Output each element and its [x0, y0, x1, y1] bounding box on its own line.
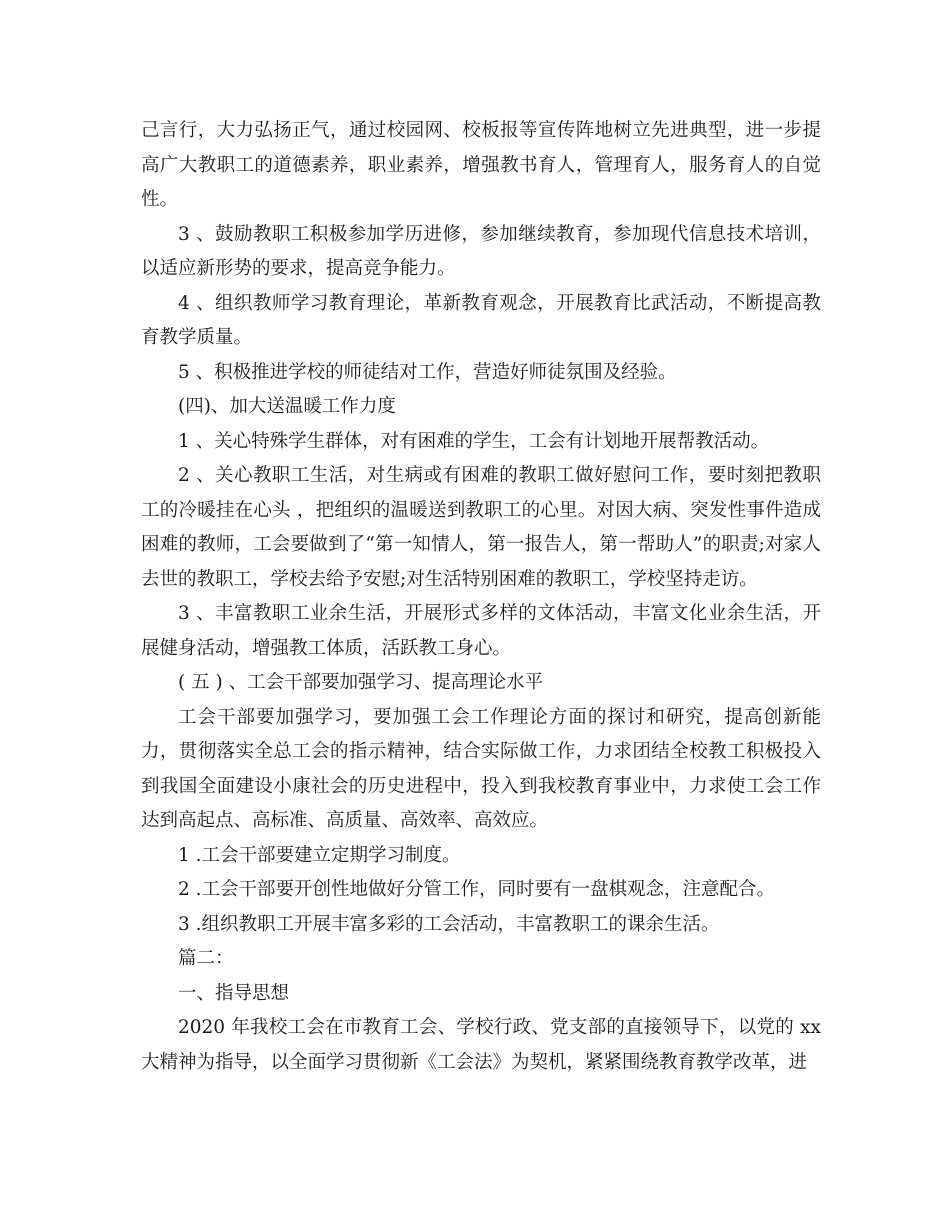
- paragraph-1: 己言行，大力弘扬正气，通过校园网、校板报等宣传阵地树立先进典型，进一步提高广大教职工的道德素养，职业素养，增强教书育人，管理育人，服务育人的自觉性。: [141, 120, 821, 210]
- document-body: [141, 114, 821, 1080]
- paragraph-3: 4 、组织教师学习教育理论，革新教育观念，开展教育比武活动，不断提高教育教学质量。: [141, 292, 821, 348]
- paragraph-2: 3 、鼓励教职工积极参加学历进修，参加继续教育，参加现代信息技术培训，以适应新形势的要求，提高竞争能力。: [141, 223, 821, 279]
- paragraph-12: 2 .工会干部要开创性地做好分管工作，同时要有一盘棋观念，注意配合。: [178, 879, 776, 900]
- paragraph-13: 3 .组织教职工开展丰富多彩的工会活动，丰富教职工的课余生活。: [178, 913, 720, 935]
- paragraph-11: 1 .工会干部要建立定期学习制度。: [178, 844, 461, 866]
- section-heading-5: ( 五 ) 、工会干部要加强学习、提高理论水平: [178, 672, 544, 693]
- paragraph-4: 5 、积极推进学校的师徒结对工作，营造好师徒氛围及经验。: [178, 361, 677, 383]
- paragraph-7: 2 、关心教职工生活，对生病或有困难的教职工做好慰问工作，要时刻把教职工的冷暖挂在心头 ，把组织的温暖送到教职工的心里。对因大病、突发性事件造成困难的教师，工会要做到了“第一知情人，第一报告人，第一帮助人”的职责;对家人去世的教职工，学校去给予安慰;对生活特别困难的教职工，学校坚持走访。: [141, 465, 821, 590]
- paragraph-16: 2020 年我校工会在市教育工会、学校行政、党支部的直接领导下，以党的 xx 大精神为指导，以全面学习贯彻新《工会法》为契机，紧紧围绕教育教学改革，进: [141, 1017, 821, 1073]
- section-heading-4: (四)、加大送温暖工作力度: [178, 396, 396, 417]
- paragraph-10: 工会干部要加强学习，要加强工会工作理论方面的探讨和研究，提高创新能力，贯彻落实全总工会的指示精神，结合实际做工作，力求团结全校教工积极投入到我国全面建设小康社会的历史进程中，投入到我校教育事业中，力求使工会工作达到高起点、高标准、高质量、高效率、高效应。: [141, 706, 821, 831]
- paragraph-8: 3 、丰富教职工业余生活，开展形式多样的文体活动，丰富文化业余生活，开展健身活动，增强教工体质，活跃教工身心。: [141, 603, 821, 659]
- part-heading: 篇二：: [178, 948, 234, 969]
- section-heading-guiding: 一、指导思想: [178, 982, 290, 1004]
- paragraph-6: 1 、关心特殊学生群体，对有困难的学生，工会有计划地开展帮教活动。: [178, 430, 770, 452]
